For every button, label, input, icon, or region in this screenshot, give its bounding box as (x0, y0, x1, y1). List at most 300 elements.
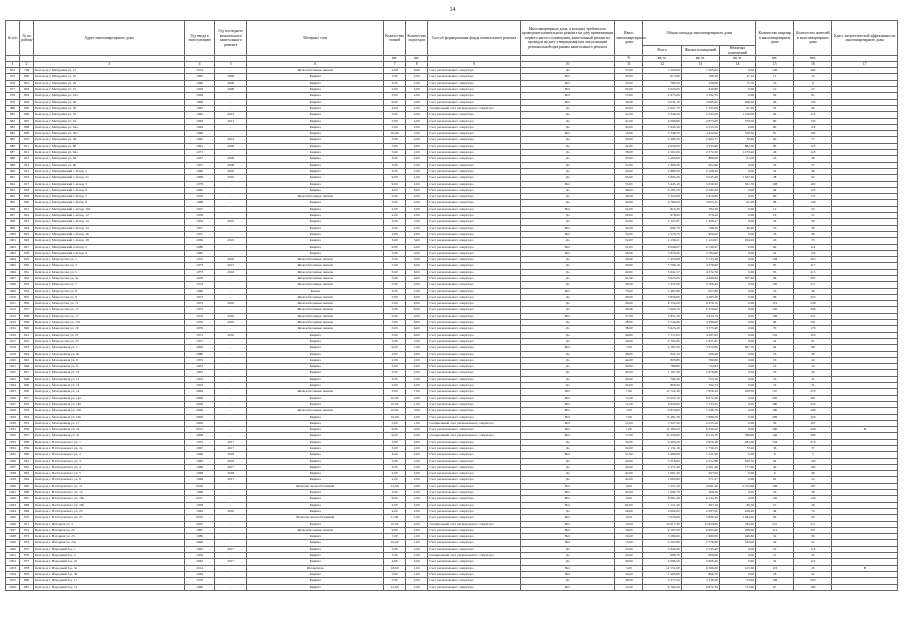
table-cell: Нет (520, 250, 615, 256)
table-cell: Кирпич (247, 420, 384, 426)
table-cell: 4,00 (406, 124, 428, 130)
table-cell: 2,00 (406, 225, 428, 231)
table-cell: Нет (520, 244, 615, 250)
table-cell: Специальный счет регионального оператора (428, 553, 521, 559)
table-cell: 15 (756, 502, 794, 508)
table-cell: 881 (20, 584, 34, 590)
table-cell: 113 (794, 112, 832, 118)
table-cell: 6 379,70 (681, 301, 719, 307)
table-cell: 92 (794, 175, 832, 181)
table-cell: 7 451,00 (643, 282, 681, 288)
col-apartments: Количество квартир в многоквартирном доме (756, 21, 794, 56)
table-cell: - (215, 150, 247, 156)
table-cell: 37 (794, 213, 832, 219)
table-cell: - (215, 206, 247, 212)
table-cell: Нет (520, 414, 615, 420)
table-cell: 867 (20, 496, 34, 502)
table-cell: 3 944,60 (643, 546, 681, 552)
table-cell: 0,00 (719, 250, 755, 256)
table-cell: 806 (20, 112, 34, 118)
table-cell: 1936 (184, 571, 214, 577)
table-cell: 2,00 (384, 87, 406, 93)
table-cell: 999 (6, 225, 20, 231)
table-cell: 1,00 (406, 515, 428, 521)
table-cell: 2,00 (406, 150, 428, 156)
table-cell: 4 981,20 (681, 483, 719, 489)
table-cell: 2008 (184, 433, 214, 439)
table-cell: 123 (794, 187, 832, 193)
table-cell: 4 060,80 (643, 118, 681, 124)
table-cell: 343,00 (719, 540, 755, 546)
table-cell: Кирпич (247, 143, 384, 149)
table-cell: Да (520, 124, 615, 130)
table-cell: 1 463,80 (643, 571, 681, 577)
table-cell: 2,00 (384, 471, 406, 477)
table-cell: 4 379,90 (681, 263, 719, 269)
table-cell: Да (520, 338, 615, 344)
table-cell: Кирпич (247, 238, 384, 244)
table-cell: 1 574,75 (643, 231, 681, 237)
table-cell: 2017 (215, 559, 247, 565)
unit-area-total: кв. м. (643, 56, 681, 62)
table-cell: 12 (756, 87, 794, 93)
table-cell: - (215, 131, 247, 137)
table-cell: 834 (20, 288, 34, 294)
table-cell: 146 (756, 433, 794, 439)
table-cell: Кирпич (247, 162, 384, 168)
table-cell: 5,00 (384, 320, 406, 326)
table-cell: 5,00 (384, 338, 406, 344)
table-cell: 12,00 (384, 483, 406, 489)
table-cell: - (215, 231, 247, 237)
table-cell: 0,00 (719, 294, 755, 300)
table-cell: 2006 (184, 389, 214, 395)
table-cell: 266,20 (681, 490, 719, 496)
table-cell: 8,00 (406, 307, 428, 313)
table-cell: 1957 (184, 162, 214, 168)
table-cell: 35 (794, 238, 832, 244)
table-cell: 3 520,68 (643, 194, 681, 200)
table-cell: 81 (794, 93, 832, 99)
table-cell: Блоки (247, 288, 384, 294)
table-cell: 2,00 (406, 162, 428, 168)
table-cell: 5 890,30 (681, 515, 719, 521)
table-cell: Белгород г, Мичуринский 1-й пер, 6 (34, 187, 185, 193)
table-cell: 5 796,10 (643, 263, 681, 269)
table-cell: Белгород г, Мичурина ул, 54а (34, 124, 185, 130)
table-cell: 5 348,70 (643, 131, 681, 137)
table-cell: 2,00 (384, 357, 406, 363)
table-cell: Нет (520, 515, 615, 521)
table-cell: Белгород г, Мокроусова ул, 23 (34, 338, 185, 344)
table-cell: Счет регионального оператора (428, 162, 521, 168)
table-cell: Счет регионального оператора (428, 395, 521, 401)
table-cell: 2 873,60 (681, 118, 719, 124)
table-cell: 812 (20, 150, 34, 156)
table-cell: 4 002,00 (643, 508, 681, 514)
table-cell: 5,00 (384, 282, 406, 288)
table-cell: Кирпич (247, 433, 384, 439)
table-cell: 241 (794, 320, 832, 326)
table-cell: 29,00 (615, 559, 643, 565)
table-cell: 1965 (184, 546, 214, 552)
table-cell: 127 (794, 194, 832, 200)
unit-area-residential: кв. м. (681, 56, 719, 62)
table-cell: 5 (794, 452, 832, 458)
table-cell: 2,00 (406, 231, 428, 237)
table-cell: 0,00 (719, 194, 755, 200)
table-cell: Кирпич (247, 458, 384, 464)
table-cell: 35,00 (615, 181, 643, 187)
table-cell: Белгород г, Мичуринский 1-й пер, 13 (34, 219, 185, 225)
table-cell: 99 (756, 320, 794, 326)
table-cell: Белгород г, Молодежная ул, 16б (34, 408, 185, 414)
table-cell: 799 (20, 68, 34, 74)
table-cell: Да (520, 301, 615, 307)
table-cell: 64 (756, 187, 794, 193)
table-cell: Да (520, 471, 615, 477)
table-cell: 323 (794, 332, 832, 338)
table-cell: - (215, 213, 247, 219)
table-cell: 2,00 (406, 395, 428, 401)
table-cell: Нет (520, 395, 615, 401)
table-cell: Нет (520, 401, 615, 407)
table-cell: Счет регионального оператора (428, 546, 521, 552)
table-cell: 60 (756, 137, 794, 143)
table-cell: Белгород г, Мичурина ул, 43а (34, 93, 185, 99)
table-cell: - (215, 370, 247, 376)
table-cell: 827 (20, 244, 34, 250)
table-cell: 46,00 (615, 187, 643, 193)
table-cell: 1977 (184, 338, 214, 344)
table-cell: 23 (794, 206, 832, 212)
table-cell: 7 246,70 (681, 408, 719, 414)
table-cell: 6,00 (406, 326, 428, 332)
table-cell: 2,00 (406, 433, 428, 439)
table-cell: 2,00 (384, 225, 406, 231)
table-cell: 0,00 (719, 307, 755, 313)
table-cell: 0,00 (719, 452, 755, 458)
table-cell: 1033 (6, 439, 20, 445)
table-cell: 990 (6, 168, 20, 174)
table-cell: 2006 (184, 408, 214, 414)
table-cell: Монолит железобетонный (247, 483, 384, 489)
table-cell: 1964 (184, 124, 214, 130)
table-cell: 116 (756, 565, 794, 571)
table-cell: Кирпич (247, 112, 384, 118)
table-cell: 42,00 (615, 471, 643, 477)
table-cell: 988 (6, 156, 20, 162)
table-cell: 3,00 (406, 238, 428, 244)
table-cell: 69 (756, 244, 794, 250)
table-cell: Счет регионального оператора (428, 370, 521, 376)
table-cell: Да (520, 105, 615, 111)
table-cell: 818 (20, 187, 34, 193)
table-cell: 40,00 (615, 376, 643, 382)
table-cell: Белгород г, Народный б-р, 38 (34, 571, 185, 577)
table-cell: 842 (20, 338, 34, 344)
table-cell: 1967 (184, 446, 214, 452)
table-cell: 780,60 (681, 357, 719, 363)
table-cell: 2,00 (384, 168, 406, 174)
table-cell: 822 (20, 213, 34, 219)
table-cell: Счет регионального оператора (428, 446, 521, 452)
table-cell: 70 (756, 326, 794, 332)
table-cell: 3 383,30 (643, 137, 681, 143)
table-cell: 5,00 (384, 275, 406, 281)
table-cell: 0,00 (719, 124, 755, 130)
table-cell: 240 (794, 427, 832, 433)
table-cell: 2 121,87 (643, 219, 681, 225)
table-cell: 197 (794, 483, 832, 489)
table-cell: 0,00 (719, 471, 755, 477)
col-year-built: Год ввода в эксплуатацию (184, 21, 214, 56)
column-number: 9 (428, 62, 521, 68)
table-cell: Счет регионального оператора (428, 357, 521, 363)
table-cell: 1966 (184, 131, 214, 137)
col-need-repair: Многоквартирные дома, в которых требовалось проведение капитального ремонта на дату приватизации первого жилого помещения, капитальный ремонт не проведен на дату утверждения или актуализации региональной программы капитального ремонта (520, 21, 615, 56)
table-cell: 140 (794, 458, 832, 464)
table-cell: 1980 (184, 244, 214, 250)
table-cell: 80 (756, 118, 794, 124)
table-cell: Кирпич (247, 376, 384, 382)
table-cell: 0,00 (719, 244, 755, 250)
table-cell: 34 (756, 534, 794, 540)
table-cell: 2 021,70 (643, 105, 681, 111)
table-cell: Да (520, 370, 615, 376)
table-cell: 31 (794, 376, 832, 382)
table-cell: 12 230,60 (643, 433, 681, 439)
table-cell: 977 (6, 87, 20, 93)
table-cell: 5,00 (384, 143, 406, 149)
col-entrances: Количество подъездов (406, 21, 428, 56)
table-cell: 837 (20, 307, 34, 313)
table-cell: 74 (794, 508, 832, 514)
table-cell: Счет регионального оператора (428, 231, 521, 237)
table-cell: 870 (20, 515, 34, 521)
table-cell: 1 231,90 (681, 452, 719, 458)
table-cell: 1990 (184, 584, 214, 590)
table-cell: 2 352,88 (681, 458, 719, 464)
table-cell: 0,00 (719, 414, 755, 420)
table-cell: 0,00 (719, 571, 755, 577)
table-cell: 868 (20, 502, 34, 508)
table-cell: 145 (794, 99, 832, 105)
table-cell: 16 (756, 364, 794, 370)
table-cell: Белгород г, Мичурина ул, 29 (34, 80, 185, 86)
table-cell: Белгород г, Н.Островского ул, 1а (34, 446, 185, 452)
table-cell: 5 625,04 (643, 275, 681, 281)
table-cell: 0,00 (719, 351, 755, 357)
table-cell: 28,00 (615, 351, 643, 357)
table-cell: Кирпич (247, 395, 384, 401)
table-cell: 398,90 (719, 433, 755, 439)
table-cell: 268,50 (719, 389, 755, 395)
table-cell: Да (520, 553, 615, 559)
table-cell: 1976 (184, 326, 214, 332)
table-cell: Железобетонные панели (247, 194, 384, 200)
table-cell: Кирпич (247, 187, 384, 193)
table-cell: 830 (20, 263, 34, 269)
table-cell: Да (520, 263, 615, 269)
table-cell: 16 (756, 213, 794, 219)
table-cell: - (215, 521, 247, 527)
table-cell: 339,00 (681, 80, 719, 86)
table-cell: 2,00 (384, 364, 406, 370)
table-cell: Кирпич (247, 559, 384, 565)
table-cell: Да (520, 326, 615, 332)
table-cell: Кирпич (247, 80, 384, 86)
table-cell: 1972 (184, 257, 214, 263)
table-cell: Да (520, 546, 615, 552)
table-cell: 43,00 (615, 458, 643, 464)
table-cell: 6,00 (406, 332, 428, 338)
table-cell: 1036 (6, 458, 20, 464)
table-cell: 1 065,80 (643, 477, 681, 483)
table-cell: 2,00 (406, 527, 428, 533)
table-cell: Белгород г, Мичуринский 1-й пер, 3 (34, 181, 185, 187)
table-cell: 1026 (6, 395, 20, 401)
table-cell: Белгород г, Молодежная ул, 12 (34, 383, 185, 389)
table-cell: 497,19 (681, 502, 719, 508)
unit-apartments: шт. (756, 56, 794, 62)
table-cell: 1028 (6, 408, 20, 414)
table-cell: 10,00 (384, 408, 406, 414)
table-cell: 2,00 (384, 219, 406, 225)
table-cell: Нет (520, 313, 615, 319)
table-cell: Да (520, 118, 615, 124)
table-cell: Да (520, 446, 615, 452)
table-cell: 34,00 (615, 338, 643, 344)
table-cell: Белгород г, Мичуринский 1-й пер, 16 (34, 231, 185, 237)
table-cell: 2019 (215, 238, 247, 244)
table-cell: Счет регионального оператора (428, 275, 521, 281)
table-cell: 0,00 (719, 546, 755, 552)
table-cell: Кирпич (247, 383, 384, 389)
table-cell: 148 (756, 578, 794, 584)
table-cell: 21 (794, 540, 832, 546)
table-cell: 180 (756, 401, 794, 407)
table-cell: Да (520, 257, 615, 263)
table-cell: 828 (20, 250, 34, 256)
table-cell: 7,00 (615, 389, 643, 395)
table-cell: 6 476,02 (681, 307, 719, 313)
table-cell: 1001 (6, 238, 20, 244)
table-cell: 38,00 (615, 213, 643, 219)
column-number: 10 (520, 62, 615, 68)
table-cell: 36,00 (615, 194, 643, 200)
table-cell: 1 076,80 (681, 370, 719, 376)
table-cell: 1 473,20 (719, 150, 755, 156)
table-cell: 1961 (184, 143, 214, 149)
table-cell: 1962 (184, 112, 214, 118)
table-cell: Кирпич (247, 477, 384, 483)
table-cell: 329 (794, 414, 832, 420)
table-cell: 831 (20, 269, 34, 275)
table-cell: 571,27 (681, 477, 719, 483)
table-cell: Счет регионального оператора (428, 238, 521, 244)
table-cell: 2 743,40 (681, 546, 719, 552)
table-cell: Белгород г, Мичуринский 2-й пер, 2 (34, 244, 185, 250)
table-cell: - (215, 515, 247, 521)
table-cell: 48 (756, 175, 794, 181)
table-cell: Белгород г, Мичуринский 1-й пер, 18 (34, 238, 185, 244)
table-cell: 97 (794, 338, 832, 344)
table-cell: 30,00 (615, 99, 643, 105)
table-cell: 863 (20, 471, 34, 477)
table-cell: 7,00 (384, 534, 406, 540)
table-cell: Белгород г, Н.Островского ул, 1 (34, 439, 185, 445)
table-cell: 75,00 (615, 288, 643, 294)
table-cell: 38,00 (615, 326, 643, 332)
table-cell: Да (520, 508, 615, 514)
table-cell: 9 649,67 (643, 244, 681, 250)
table-cell: 15,00 (615, 540, 643, 546)
table-cell: 2,00 (406, 553, 428, 559)
table-cell: Счет регионального оператора (428, 477, 521, 483)
table-cell: 832 (20, 275, 34, 281)
table-cell: Кирпич (247, 553, 384, 559)
table-cell: 64 (756, 458, 794, 464)
table-cell: 4 372,70 (681, 269, 719, 275)
table-cell: 993 (6, 187, 20, 193)
table-cell: 238 (794, 301, 832, 307)
table-cell: 120 (756, 307, 794, 313)
table-cell: Белгород г, Мичурина ул, 31 (34, 87, 185, 93)
table-cell: 8 961,40 (643, 496, 681, 502)
table-cell: 12 (756, 553, 794, 559)
table-cell: 45 (794, 553, 832, 559)
table-cell: Белгород г, Народный б-р, 71 (34, 584, 185, 590)
table-cell: - (215, 244, 247, 250)
table-cell: 8 472,40 (681, 395, 719, 401)
table-cell: 2,00 (406, 156, 428, 162)
table-cell: Счет регионального оператора (428, 464, 521, 470)
table-cell: Кирпич (247, 370, 384, 376)
table-cell: Железобетонные панели (247, 275, 384, 281)
table-cell: 886,90 (681, 156, 719, 162)
table-cell: Да (520, 351, 615, 357)
table-cell: 1959 (184, 87, 214, 93)
table-cell: - (215, 326, 247, 332)
table-cell: Белгород г, Нагорная ул, 23а (34, 540, 185, 546)
table-cell: 44 (756, 508, 794, 514)
table-cell: Кирпич (247, 351, 384, 357)
table-cell: 0,00 (719, 370, 755, 376)
table-cell: 32,00 (615, 439, 643, 445)
table-cell: 5,00 (384, 200, 406, 206)
table-cell: Кирпич (247, 401, 384, 407)
table-cell: 18 (756, 156, 794, 162)
column-number: 17 (832, 62, 898, 68)
table-cell: 1953 (184, 370, 214, 376)
table-cell: 1037 (6, 464, 20, 470)
table-cell: Нет (520, 571, 615, 577)
table-cell: 5 744,80 (643, 320, 681, 326)
table-cell: 2,00 (384, 80, 406, 86)
table-cell: 4 976,36 (681, 439, 719, 445)
table-cell: 1034 (6, 446, 20, 452)
table-cell: 125 (794, 143, 832, 149)
table-cell: 1043 (6, 502, 20, 508)
table-cell: 283,30 (719, 439, 755, 445)
table-cell: 3 053,31 (681, 200, 719, 206)
table-cell: 2013 (184, 427, 214, 433)
table-cell: Кирпич (247, 168, 384, 174)
table-cell: - (215, 578, 247, 584)
table-cell: Кирпич (247, 181, 384, 187)
table-cell: 900,00 (681, 231, 719, 237)
